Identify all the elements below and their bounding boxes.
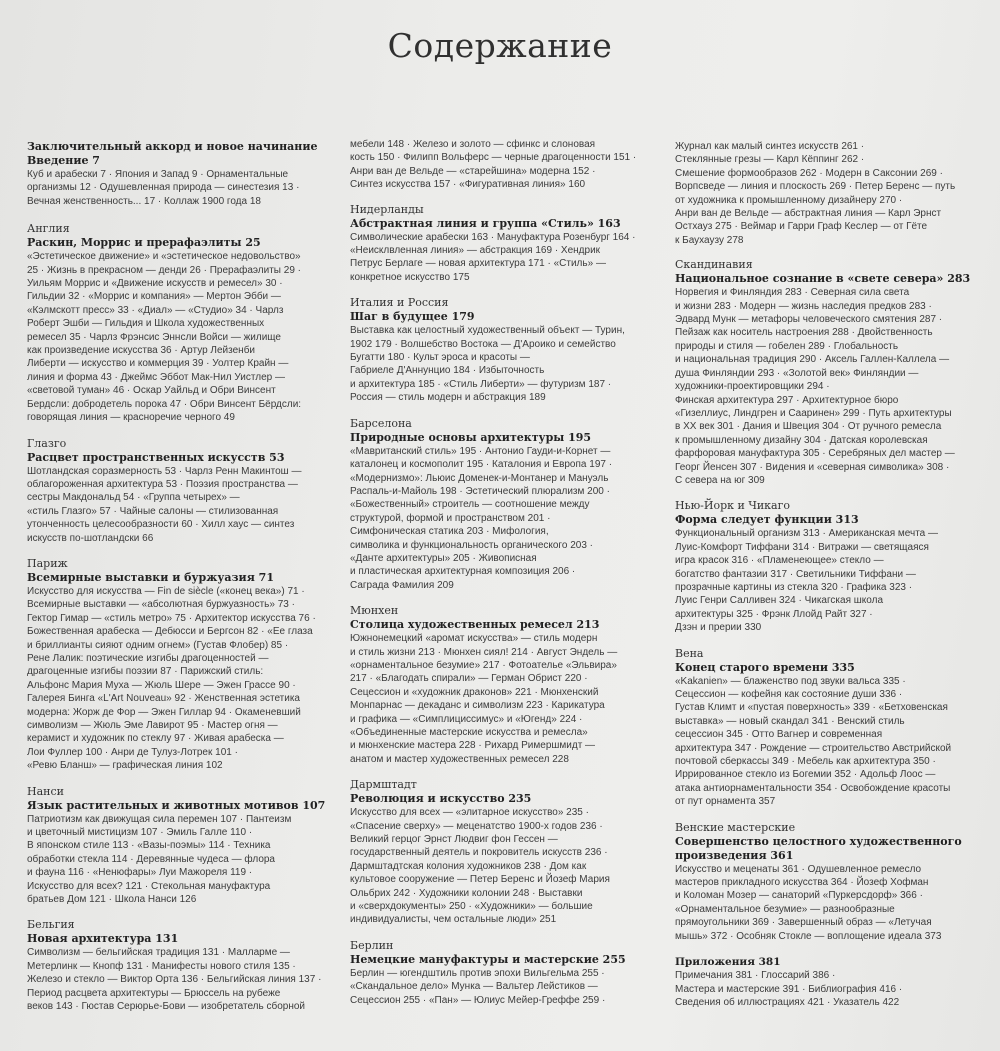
toc-section bbox=[27, 918, 333, 1013]
section-entries: Примечания 381 · Глоссарий 386 · Мастера и мастерские 391 · Библиография 416 · Сведения об иллюстрациях 421 · Указатель 422 bbox=[675, 970, 903, 1008]
section-region: Берлин bbox=[350, 938, 394, 952]
section-region: Вена bbox=[675, 646, 704, 660]
section-region: Париж bbox=[27, 556, 68, 570]
section-entries-continued: Журнал как малый синтез искусств 261 · Стеклянные грезы — Карл Кёппинг 262 · Смешение формообразов 262 · Модерн в Саксонии 269 · Ворпсведе — линия и плоскость 269 · Петер Беренс — путь от художника к промышленному дизайнеру 270 · Анри ван де Вельде — абстрактная линия — Карл Эрнст Остхауз 275 · Веймар и Гарри Граф Кеслер — от Гёте к Баухаузу 278 bbox=[675, 141, 956, 246]
section-region: Мюнхен bbox=[350, 604, 399, 618]
section-entries: Искусство и меценаты 361 · Одушевленное ремесло мастеров прикладного искусства 364 · Йозеф Хофман и Коломан Мозер — санаторий «Пуркерсдорф» 366 · «Орнаментальное безумие» — разнообразные прямоугольники 369 · Завершенный образ — «Летучая мышь» 372 · Особняк Стокле — воплощение идеала 373 bbox=[675, 863, 942, 942]
section-heading: Природные основы архитектуры 195 bbox=[350, 430, 592, 444]
toc-column-2 bbox=[350, 138, 656, 1019]
toc-section bbox=[675, 955, 981, 1009]
section-entries: Символизм — бельгийская традиция 131 · Малларме — Метерлинк — Кнопф 131 · Манифесты нового стиля 135 · Железо и стекло — Виктор Орта 136 · Бельгийская линия 137 · Период расцвета архитектуры — Брюссель на рубеже веков 143 · Гюстав Серюрье-Бови — изобретатель сборной bbox=[27, 947, 322, 1013]
section-entries: Функциональный организм 313 · Американская мечта — Луис-Комфорт Тиффани 314 · Витражи — светящаяся игра красок 316 · «Пламенеющее» стекло — богатство фантазии 317 · Светильники Тиффани — прозрачные картины из стекла 320 · Графика 323 · Луис Генри Салливен 324 · Чикагская школа архитектуры 325 · Фрэнк Ллойд Райт 327 · Дзэн и прерии 330 bbox=[675, 528, 939, 634]
section-region: Бельгия bbox=[27, 918, 75, 932]
section-entries: Норвегия и Финляндия 283 · Северная сила света и жизни 283 · Модерн — жизнь наследия предков 283 · Эдвард Мунк — метафоры человеческого смятения 287 · Пейзаж как носитель настроения 288 · Двойственность природы и стиля — гобелен 289 · Глобальность и национальная традиция 290 · Аксель Галлен-Каллела — душа Финляндии 293 · «Золотой век» Финляндии — художники-проектировщики 294 · Финская архитектура 297 · Архитектурное бюро «Гизеллиус, Линдгрен и Сааринен» 299 · Путь архитектуры в XX век 301 · Дания и Швеция 304 · От ручного ремесла к промышленному дизайну 304 · Датская королевская фарфоровая мануфактура 305 · Серебряных дел мастер — Георг Йенсен 307 · Видения и «северная символика» 308 · С севера на юг 309 bbox=[675, 287, 955, 486]
toc-section bbox=[675, 499, 981, 634]
section-entries: Патриотизм как движущая сила перемен 107 · Пантеизм и цветочный мистицизм 107 · Эмиль Галле 110 · В японском стиле 113 · «Вазы-поэмы» 114 · Техника обработки стекла 114 · Деревянные чудеса — флора и фауна 116 · «Ненюфары» Луи Мажореля 119 · Искусство для всех? 121 · Стекольная мануфактура братьев Дом 121 · Школа Нанси 126 bbox=[27, 813, 292, 906]
section-heading: Всемирные выставки и буржуазия 71 bbox=[27, 570, 274, 584]
toc-section bbox=[675, 258, 981, 487]
section-region: Венские мастерские bbox=[675, 820, 796, 834]
toc-section bbox=[27, 437, 333, 545]
section-entries: Южнонемецкий «аромат искусства» — стиль модерн и стиль жизни 213 · Мюнхен сиял! 214 · Август Эндель — «орнаментальное безумие» 217 · Фотоателье «Эльвира» 217 · «Благодать спирали» — Герман Обрист 220 · Сецессион и «художник драконов» 221 · Мюнхенский Монпарнас — декаданс и символизм 223 · Карикатура и графика — «Симплициссимус» и «Югенд» 224 · «Объединенные мастерские искусства и ремесла» и мюнхенские мастера 228 · Рихард Римершмидт — анатом и мастер художественных ремесел 228 bbox=[350, 633, 618, 765]
toc-section bbox=[350, 417, 656, 592]
toc-section bbox=[27, 557, 333, 773]
section-region: Дармштадт bbox=[350, 778, 417, 792]
section-heading: Раскин, Моррис и прерафаэлиты 25 bbox=[27, 236, 261, 250]
toc-section bbox=[27, 140, 333, 208]
section-entries: Куб и арабески 7 · Япония и Запад 9 · Орнаментальные организмы 12 · Одушевленная природа — синестезия 13 · Вечная женственность... 17 · Коллаж 1900 года 18 bbox=[27, 169, 300, 207]
section-heading: Заключительный аккорд и новое начинание Введение 7 bbox=[27, 140, 318, 167]
section-entries: Искусство для искусства — Fin de siècle («конец века») 71 · Всемирные выставки — «абсолютная буржуазность» 73 · Гектор Гимар — «стиль метро» 75 · Архитектор искусства 76 · Божественная арабеска — Дебюсси и Бергсон 82 · «Ее глаза и бриллианты сияют одним огнем» (Густав Флобер) 85 · Рене Лалик: поэтические изгибы драгоценностей — драгоценные изгибы поэзии 87 · Парижский стиль: Альфонс Мария Муха — Жюль Шере — Эжен Грассе 90 · Галерея Бинга «L'Art Nouveau» 92 · Женственная эстетика модерна: Жорж де Фор — Эжен Гиллар 94 · Окаменевший символизм — Жюль Эме Лавирот 95 · Мастер огня — керамист и художник по стеклу 97 · Живая арабеска — Лои Фуллер 100 · Анри де Тулуз-Лотрек 101 · «Ревю Бланш» — графическая линия 102 bbox=[27, 585, 316, 772]
section-region: Нанси bbox=[27, 784, 64, 798]
toc-section bbox=[350, 203, 656, 285]
section-entries: «Эстетическое движение» и «эстетическое недовольство» 25 · Жизнь в прекрасном — денди 26 · Прерафаэлиты 29 · Уильям Моррис и «Движение искусств и ремесел» 30 · Гильдии 32 · «Моррис и компания» — Мертон Эбби — «Кэлмскотт пресс» 33 · «Диал» — «Студио» 34 · Чарлз Роберт Эшби — Гильдия и Школа художественных ремесел 35 · Чарлз Фрэнсис Эннсли Войси — жилище как произведение искусства 36 · Артур Лейзенби Либерти — искусство и коммерция 39 · Уолтер Крайн — линия и форма 43 · Джеймс Эббот Мак-Нил Уистлер — «световой туман» 46 · Оскар Уайльд и Обри Винсент Бердсли: добродетель порока 47 · Обри Винсент Бёрдсли: говорящая линия — красноречие черного 49 bbox=[27, 251, 302, 424]
section-entries: Шотландская соразмерность 53 · Чарлз Ренн Макинтош — облагороженная архитектура 53 · Поэзия пространства — сестры Макдональд 54 · «Группа четырех» — «стиль Глазго» 57 · Чайные салоны — стилизованная утонченность целесообразности 60 · Хилл хаус — синтез искусств по-шотландски 66 bbox=[27, 465, 302, 544]
section-heading: Новая архитектура 131 bbox=[27, 932, 179, 946]
section-heading: Столица художественных ремесел 213 bbox=[350, 618, 600, 632]
page-title: Содержание bbox=[387, 26, 613, 65]
section-entries: «Мавританский стиль» 195 · Антонио Гауди-и-Корнет — каталонец и космополит 195 · Каталония и Европа 197 · «Модернизмо»: Льюис Доменек-и-Монтанер и Мануэль Распаль-и-Майоль 198 · Эстетический плюрализм 200 · «Божественный» строитель — соотношение между структурой, формой и пространством 201 · Симфоническая статика 203 · Мифология, символика и функциональность органического 203 · «Данте архитектуры» 205 · Живописная и пластическая архитектурная композиция 206 · Саграда Фамилия 209 bbox=[350, 445, 613, 591]
section-region: Англия bbox=[27, 222, 70, 236]
section-heading: Шаг в будущее 179 bbox=[350, 310, 475, 324]
section-heading: Язык растительных и животных мотивов 107 bbox=[27, 798, 326, 812]
section-heading: Революция и искусство 235 bbox=[350, 792, 532, 806]
section-entries: Искусство для всех — «элитарное искусство» 235 · «Спасение сверху» — меценатство 1900-х годов 236 · Великий герцог Эрнст Людвиг фон Гессен — государственный деятель и покровитель искусств 236 · Дармштадтская колония художников 238 · Дом как культовое сооружение — Петер Беренс и Йозеф Мария Ольбрих 242 · Художники колонии 248 · Выставки и «сверхдокументы» 250 · «Художники» — большие индивидуалисты, чем остальные люди» 251 bbox=[350, 807, 610, 926]
toc-section bbox=[350, 778, 656, 927]
section-heading: Абстрактная линия и группа «Стиль» 163 bbox=[350, 216, 621, 230]
section-entries: «Kakanien» — блаженство под звуки вальса 335 · Сецессион — кофейня как состояние души 336 · Густав Климт и «пустая поверхность» 339 · «Бетховенская выставка» — новый скандал 341 · Венский стиль сецессион 345 · Отто Вагнер и современная архитектура 347 · Рождение — строительство Австрийской почтовой сберкассы 349 · Мебель как архитектура 350 · Иррированное стекло из Богемии 352 · Адольф Лоос — атака антиорнаментальности 354 · Освобождение красоты от пут орнамента 357 bbox=[675, 675, 952, 808]
section-region: Скандинавия bbox=[675, 258, 753, 272]
section-region: Италия и Россия bbox=[350, 296, 449, 310]
section-entries: Символические арабески 163 · Мануфактура Розенбург 164 · «Неисклвленная линия» — абстракция 169 · Хендрик Петрус Берлаге — новая архитектура 171 · «Стиль» — конкретное искусство 175 bbox=[350, 231, 636, 283]
toc-section bbox=[350, 604, 656, 766]
toc-section bbox=[675, 647, 981, 809]
section-heading: Приложения 381 bbox=[675, 956, 781, 969]
section-heading: Национальное сознание в «свете севера» 283 bbox=[675, 272, 971, 286]
toc-section bbox=[27, 785, 333, 907]
section-heading: Расцвет пространственных искусств 53 bbox=[27, 450, 285, 464]
section-heading: Конец старого времени 335 bbox=[675, 660, 855, 674]
section-region: Глазго bbox=[27, 436, 67, 450]
section-heading: Немецкие мануфактуры и мастерские 255 bbox=[350, 952, 626, 966]
toc-section bbox=[27, 222, 333, 424]
section-heading: Совершенство целостного художественного произведения 361 bbox=[675, 834, 962, 862]
section-heading: Форма следует функции 313 bbox=[675, 513, 859, 527]
section-region: Нью-Йорк и Чикаго bbox=[675, 499, 790, 513]
toc-section bbox=[675, 821, 981, 943]
section-entries: Берлин — югендштиль против эпохи Вильгельма 255 · «Скандальное дело» Мунка — Вальтер Лейстиков — Сецессион 255 · «Пан» — Юлиус Мейер-Греффе 259 · bbox=[350, 967, 606, 1006]
section-region: Барселона bbox=[350, 416, 412, 430]
toc-section bbox=[350, 939, 656, 1007]
toc-column-1 bbox=[27, 140, 333, 1026]
section-region: Нидерланды bbox=[350, 202, 424, 216]
section-entries-continued: мебели 148 · Железо и золото — сфинкс и слоновая кость 150 · Филипп Вольферс — черные драгоценности 151 · Анри ван де Вельде — «старейшина» модерна 152 · Синтез искусства 157 · «Фигуративная линия» 160 bbox=[350, 139, 637, 191]
toc-section bbox=[350, 296, 656, 404]
section-entries: Выставка как целостный художественный объект — Турин, 1902 179 · Волшебство Востока — Д'Ароико и семейство Бугатти 180 · Культ эроса и красоты — Габриеле Д'Аннунцио 184 · Избыточность и архитектура 185 · «Стиль Либерти» — футуризм 187 · Россия — стиль модерн и абстракция 189 bbox=[350, 325, 625, 404]
toc-column-3 bbox=[675, 140, 981, 1021]
